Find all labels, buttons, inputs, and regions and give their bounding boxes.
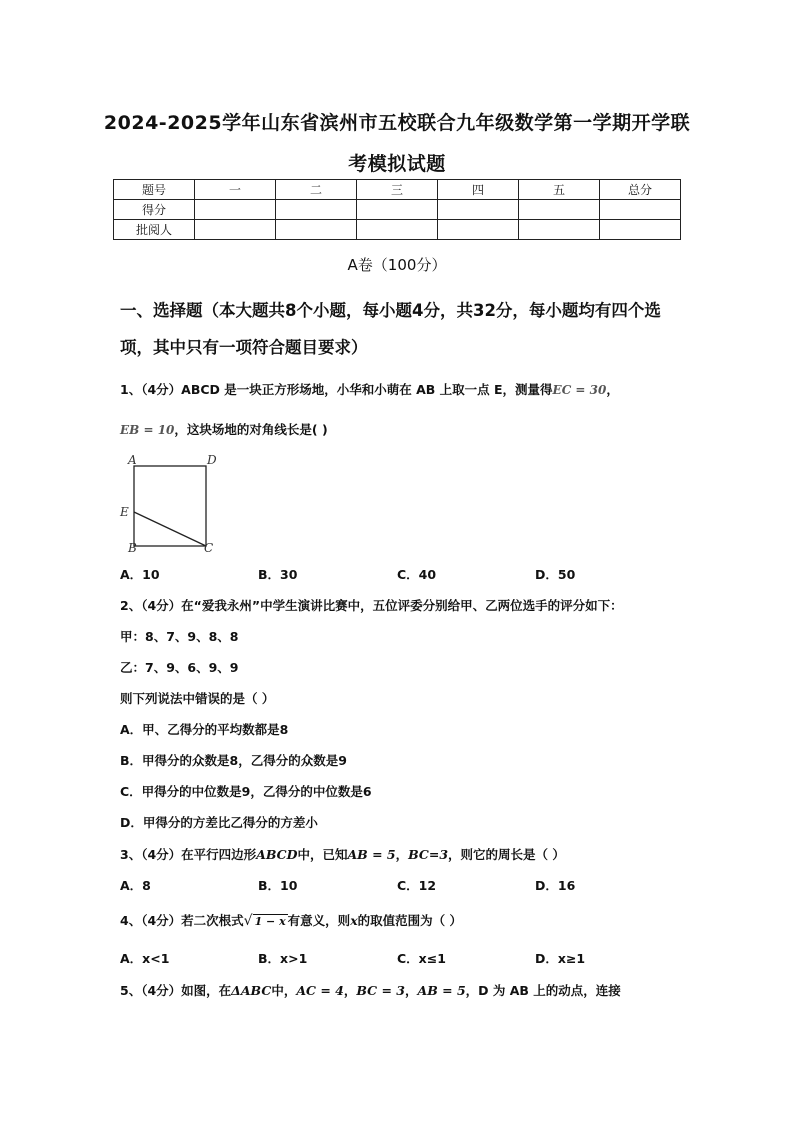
q1-stem-cont: EB = 10，这块场地的对角线长是( ) bbox=[120, 422, 328, 437]
q1-option-d[interactable]: D．50 bbox=[535, 567, 576, 582]
score-header-cell: 五 bbox=[519, 180, 600, 200]
score-cell[interactable] bbox=[276, 200, 357, 220]
q1-math-eb: EB = 10 bbox=[120, 423, 175, 437]
q4-option-a[interactable]: A．x<1 bbox=[120, 951, 170, 966]
q1-option-c[interactable]: C．40 bbox=[397, 567, 437, 582]
score-header-cell: 三 bbox=[357, 180, 438, 200]
score-cell[interactable] bbox=[600, 220, 681, 240]
score-cell[interactable] bbox=[519, 200, 600, 220]
q2-stem: 2、（4分）在“爱我永州”中学生演讲比赛中，五位评委分别给甲、乙两位选手的评分如下： bbox=[120, 598, 623, 613]
score-cell[interactable] bbox=[357, 200, 438, 220]
q5-stem: 5、（4分）如图，在ΔABC中，AC = 4，BC = 3，AB = 5，D 为 AB 上的动点，连接 bbox=[120, 983, 621, 998]
fig-label-c: C bbox=[204, 541, 214, 555]
score-header-cell: 二 bbox=[276, 180, 357, 200]
section-heading: 一、选择题（本大题共8个小题，每小题4分，共32分，每小题均有四个选项，其中只有一项符合题目要求） bbox=[120, 301, 661, 357]
q3-option-a[interactable]: A．8 bbox=[120, 878, 151, 893]
score-table-row bbox=[114, 200, 681, 220]
q2-yi-scores: 乙：7、9、6、9、9 bbox=[120, 660, 239, 675]
q3-option-b[interactable]: B．10 bbox=[258, 878, 298, 893]
q1-math-ec: EC = 30 bbox=[552, 383, 607, 397]
square-abcd bbox=[134, 466, 206, 546]
score-cell[interactable] bbox=[600, 200, 681, 220]
score-table-header-row bbox=[114, 180, 681, 200]
score-row-label: 得分 bbox=[114, 200, 195, 220]
score-table bbox=[113, 179, 681, 240]
score-header-cell: 总分 bbox=[600, 180, 681, 200]
q2-option-c[interactable]: C．甲得分的中位数是9，乙得分的中位数是6 bbox=[120, 784, 372, 799]
exam-title-line2: 考模拟试题 bbox=[348, 153, 446, 175]
score-header-cell: 一 bbox=[195, 180, 276, 200]
q1-option-a[interactable]: A．10 bbox=[120, 567, 160, 582]
exam-title-line1: 2024-2025学年山东省滨州市五校联合九年级数学第一学期开学联 bbox=[103, 112, 691, 134]
sqrt-symbol: √ bbox=[243, 913, 253, 929]
q2-jia-scores: 甲：8、7、9、8、8 bbox=[120, 629, 239, 644]
q4-stem: 4、（4分）若二次根式√ 1 − x 有意义，则x的取值范围为（ ） bbox=[120, 913, 462, 929]
q3-option-c[interactable]: C．12 bbox=[397, 878, 437, 893]
score-cell[interactable] bbox=[438, 200, 519, 220]
score-cell[interactable] bbox=[195, 200, 276, 220]
q3-option-d[interactable]: D．16 bbox=[535, 878, 576, 893]
q3-stem: 3、（4分）在平行四边形ABCD中，已知AB = 5，BC=3，则它的周长是（ ） bbox=[120, 847, 565, 862]
q4-radicand: 1 − x bbox=[254, 915, 286, 928]
fig-label-a: A bbox=[128, 453, 137, 467]
score-cell[interactable] bbox=[519, 220, 600, 240]
q4-option-d[interactable]: D．x≥1 bbox=[535, 951, 586, 966]
fig-label-e: E bbox=[120, 505, 129, 519]
square-figure bbox=[116, 452, 226, 557]
fig-label-d: D bbox=[207, 453, 217, 467]
score-cell[interactable] bbox=[438, 220, 519, 240]
score-header-cell: 四 bbox=[438, 180, 519, 200]
q4-option-c[interactable]: C．x≤1 bbox=[397, 951, 446, 966]
a-juan-heading: A卷（100分） bbox=[347, 256, 447, 274]
segment-ec bbox=[134, 512, 206, 546]
score-header-cell: 题号 bbox=[114, 180, 195, 200]
q2-ask: 则下列说法中错误的是（ ） bbox=[120, 691, 275, 706]
score-row-label: 批阅人 bbox=[114, 220, 195, 240]
q4-option-b[interactable]: B．x>1 bbox=[258, 951, 308, 966]
fig-label-b: B bbox=[128, 541, 137, 555]
q2-option-b[interactable]: B．甲得分的众数是8，乙得分的众数是9 bbox=[120, 753, 347, 768]
q1-stem: 1、（4分）ABCD 是一块正方形场地，小华和小萌在 AB 上取一点 E，测量得EC = 30， bbox=[120, 382, 619, 397]
score-cell[interactable] bbox=[195, 220, 276, 240]
q1-option-b[interactable]: B．30 bbox=[258, 567, 298, 582]
q2-option-a[interactable]: A．甲、乙得分的平均数都是8 bbox=[120, 722, 289, 737]
score-table-row bbox=[114, 220, 681, 240]
q2-option-d[interactable]: D．甲得分的方差比乙得分的方差小 bbox=[120, 815, 318, 830]
score-cell[interactable] bbox=[276, 220, 357, 240]
score-cell[interactable] bbox=[357, 220, 438, 240]
